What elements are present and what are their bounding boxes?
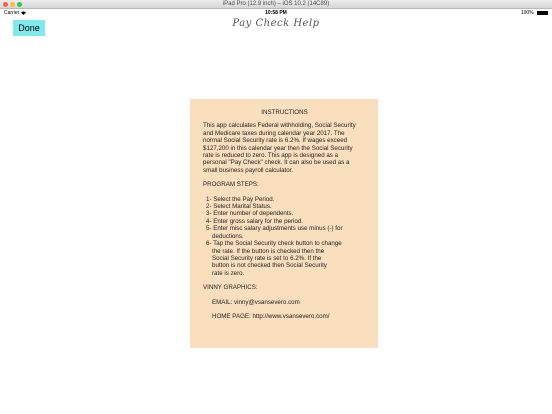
- intro-line: rate is reduced to zero. This app is designed as a: [203, 152, 339, 160]
- step-line: rate is zero.: [212, 269, 245, 277]
- step-line: 5- Enter misc salary adjustments use minus (-) for: [206, 225, 343, 233]
- page-title: Pay Check Help: [232, 18, 320, 29]
- intro-line: This app calculates Federal withholding, Social Security: [203, 122, 356, 130]
- done-button[interactable]: Done: [13, 20, 45, 36]
- battery-icon: [537, 11, 548, 15]
- steps-heading: PROGRAM STEPS:: [203, 181, 259, 189]
- intro-line: normal Social Security rate is 6.2%. If wages exceed: [203, 137, 348, 145]
- window-title: iPad Pro (12.9 inch) – iOS 10.2 (14C89): [222, 1, 330, 7]
- simulator-title-bar: [0, 0, 552, 9]
- step-line: the rate. If the button is checked then the: [212, 247, 325, 255]
- battery-percent: 100%: [520, 10, 534, 16]
- status-time: 10:58 PM: [265, 10, 287, 16]
- step-line: 2- Select Marital Status.: [206, 203, 272, 211]
- status-bar: [0, 9, 552, 17]
- carrier-label: Carrier: [4, 10, 20, 16]
- intro-line: personal "Pay Check" check. It can also be used as a: [203, 159, 350, 167]
- contact-homepage: HOME PAGE: http://www.vsansevero.com/: [212, 312, 330, 320]
- contact-email: EMAIL: vinny@vsansevero.com: [212, 298, 300, 306]
- step-line: button is not checked then Social Security: [212, 262, 327, 270]
- step-line: 3- Enter number of dependents.: [206, 210, 294, 218]
- step-line: 1- Select the Pay Period.: [206, 195, 275, 203]
- company-name: VINNY GRAPHICS:: [203, 284, 258, 292]
- intro-line: small business payroll calculator.: [203, 166, 294, 174]
- step-line: Social Security rate is set to 6.2%. If the: [212, 254, 322, 262]
- step-line: 4- Enter gross salary for the period.: [206, 217, 303, 225]
- step-line: 6- Tap the Social Security check button to change: [206, 240, 342, 248]
- step-line: deductions.: [212, 232, 244, 240]
- instructions-heading: INSTRUCTIONS: [261, 109, 308, 116]
- intro-line: and Medicare taxes during calendar year 2017. The: [203, 129, 345, 137]
- instructions-panel: [190, 99, 378, 348]
- intro-line: $127,200 in this calendar year then the Social Security: [203, 144, 353, 152]
- battery-group: [521, 9, 548, 17]
